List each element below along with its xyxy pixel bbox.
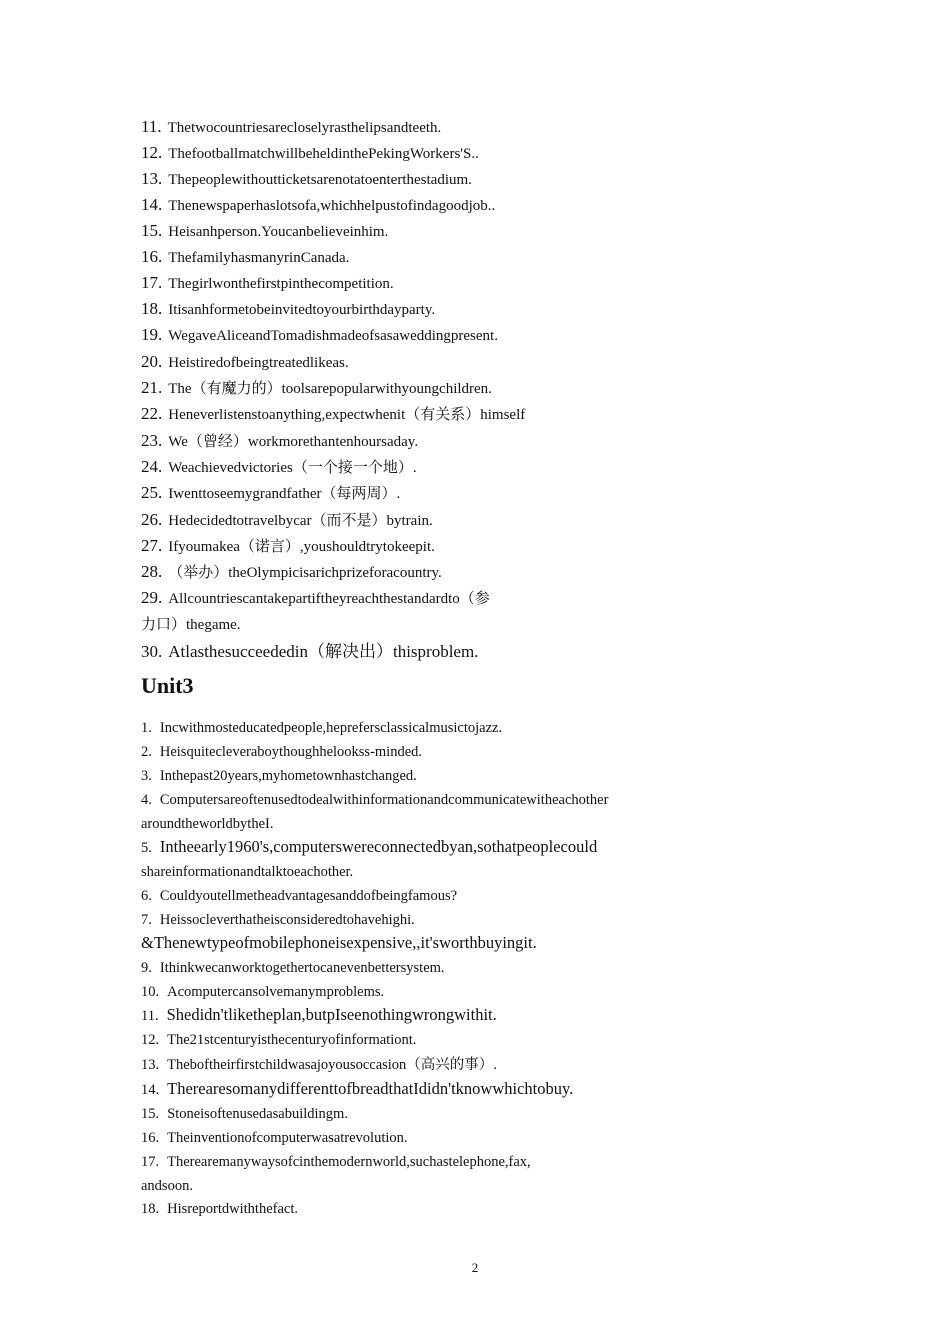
item-text: Heissocleverthatheisconsideredtohavehighi. [159,912,415,928]
item-number: 12. [141,1032,160,1048]
list-item [141,536,435,557]
list-item [141,766,417,786]
item-number: 18. [141,1201,160,1217]
item-number: 23. [141,431,163,450]
list-item [141,431,418,452]
item-number: 13. [141,1057,160,1073]
item-text: Thegirlwonthefirstpinthecompetition. [168,276,394,292]
item-number: 25. [141,483,163,502]
item-number: 13. [141,169,163,188]
item-number: 16. [141,1130,160,1146]
item-number: 18. [141,299,163,318]
list-item [141,378,492,399]
item-number: 11. [141,117,162,136]
item-text: Heisanhperson.Youcanbelieveinhim. [168,224,389,240]
item-number: 29. [141,588,163,607]
list-item [141,886,457,906]
item-text: Allcountriescantakepartiftheyreachthestandardto（参 [168,591,490,607]
item-number: 21. [141,378,163,397]
item-text: Couldyoutellmetheadvantagesanddofbeingfamous? [159,888,458,904]
item-text: Shedidn'tliketheplan,butpIseenothingwrongwithit. [166,1005,497,1024]
list-item [141,325,498,346]
item-number: 11. [141,1008,159,1024]
item-number: 15. [141,221,163,240]
item-number: 5. [141,840,152,856]
section-heading: Unit3 [141,673,194,698]
list-item [141,742,422,762]
item-text: Hedecidedtotravelbycar（而不是）bytrain. [168,513,433,529]
list-item [141,169,472,190]
item-text: Thepeoplewithoutticketsarenotatoenterthestadium. [168,172,472,188]
item-text: Computersareoftenusedtodealwithinformationandcommunicatewitheachother [159,792,609,808]
item-number: 30. [141,642,163,661]
list-item [141,143,479,164]
item-text: 力口）thegame. [141,617,241,633]
item-number: 27. [141,536,163,555]
item-number: 17. [141,273,163,292]
list-item [141,1079,573,1100]
item-text: Heisquitecleveraboythoughhelookss-minded. [159,744,423,760]
item-text: Inthepast20years,myhometownhastchanged. [159,768,417,784]
item-text: We（曾经）workmorethantenhoursaday. [168,434,419,450]
list-item [141,910,415,930]
item-text: Therearemanywaysofcinthemodernworld,suchastelephone,fax, [167,1154,531,1170]
item-text: Intheearly1960's,computerswereconnectedbyan,sothatpeoplecould [159,837,598,856]
list-item [141,1199,298,1219]
item-number: 22. [141,404,163,423]
list-item [141,352,349,373]
list-item-continuation [141,1176,193,1196]
item-text: Incwithmosteducatedpeople,heprefersclassicalmusictojazz. [159,720,503,736]
list-item [141,457,417,478]
item-text: shareinformationandtalktoeachother. [141,864,354,880]
list-item [141,718,502,738]
list-item [141,247,349,268]
list-item [141,562,442,583]
list-item [141,404,525,425]
list-item [141,1152,531,1172]
item-text: Thenewspaperhaslotsofa,whichhelpustofindagoodjob.. [168,198,496,214]
item-number: 3. [141,768,152,784]
item-number: 1. [141,720,152,736]
item-text: Weachievedvictories（一个接一个地）. [168,460,417,476]
item-text: Atlasthesucceededin（解决出）thisproblem. [168,642,479,661]
item-text: Theinventionofcomputerwasatrevolution. [167,1130,408,1146]
list-item [141,510,433,531]
list-item [141,117,441,138]
list-item-continuation [141,615,241,635]
list-item [141,1055,497,1075]
item-text: Stoneisoftenusedasabuildingm. [167,1106,348,1122]
item-number: 20. [141,352,163,371]
item-number: 14. [141,1082,160,1098]
item-number: 14. [141,195,163,214]
list-item [141,1030,416,1050]
list-item [141,837,597,858]
item-number: 6. [141,888,152,904]
list-item [141,299,435,320]
list-item-continuation [141,933,537,953]
item-number: 10. [141,984,160,1000]
item-text: WegaveAliceandTomadishmadeofsasaweddingpresent. [168,328,498,344]
item-number: 26. [141,510,163,529]
list-item-continuation [141,862,353,882]
item-text: Hisreportdwiththefact. [167,1201,298,1217]
item-text: Itisanhformetobeinvitedtoyourbirthdayparty. [168,302,436,318]
item-text: Iwenttoseemygrandfather（每两周）. [168,486,401,502]
list-item [141,273,394,294]
item-number: 4. [141,792,152,808]
item-text: ThefootballmatchwillbeheldinthePekingWorkers'S.. [168,146,479,162]
list-item [141,483,400,504]
list-item-continuation [141,814,273,834]
list-item [141,1104,348,1124]
item-text: The（有魔力的）toolsarepopularwithyoungchildren. [168,381,492,397]
item-number: 19. [141,325,163,344]
item-text: &Thenewtypeofmobilephoneisexpensive,,it'sworthbuyingit. [141,933,537,952]
item-number: 16. [141,247,163,266]
item-text: （举办）theOlympicisarichprizeforacountry. [168,565,442,581]
list-item [141,195,495,216]
item-number: 9. [141,960,152,976]
item-text: Ifyoumakea（诺言）,youshouldtrytokeepit. [168,539,435,555]
list-item [141,588,490,609]
item-text: Thetwocountriesarecloselyrasthelipsandteeth. [167,120,442,136]
item-number: 2. [141,744,152,760]
list-item [141,642,478,662]
item-text: andsoon. [141,1178,193,1194]
item-number: 7. [141,912,152,928]
item-text: Heneverlistenstoanything,expectwhenit（有关系）himself [168,407,526,423]
item-number: 12. [141,143,163,162]
item-text: Heistiredofbeingtreatedlikeas. [168,355,349,371]
list-item [141,958,445,978]
page-number: 2 [471,1260,479,1275]
item-text: Ithinkwecanworktogethertocanevenbettersystem. [159,960,445,976]
item-text: aroundtheworldbytheI. [141,816,274,832]
list-item [141,982,384,1002]
list-item [141,790,608,810]
item-text: TherearesomanydifferenttofbreadthatIdidn'tknowwhichtobuy. [167,1079,574,1098]
item-number: 15. [141,1106,160,1122]
item-text: The21stcenturyisthecenturyofinformationt. [167,1032,417,1048]
item-text: Acomputercansolvemanymproblems. [167,984,385,1000]
item-number: 17. [141,1154,160,1170]
list-item [141,221,388,242]
item-text: ThefamilyhasmanyrinCanada. [168,250,350,266]
list-item [141,1128,408,1148]
list-item [141,1005,497,1026]
item-number: 24. [141,457,163,476]
item-number: 28. [141,562,163,581]
item-text: Theboftheirfirstchildwasajoyousoccasion（高兴的事）. [167,1057,497,1073]
